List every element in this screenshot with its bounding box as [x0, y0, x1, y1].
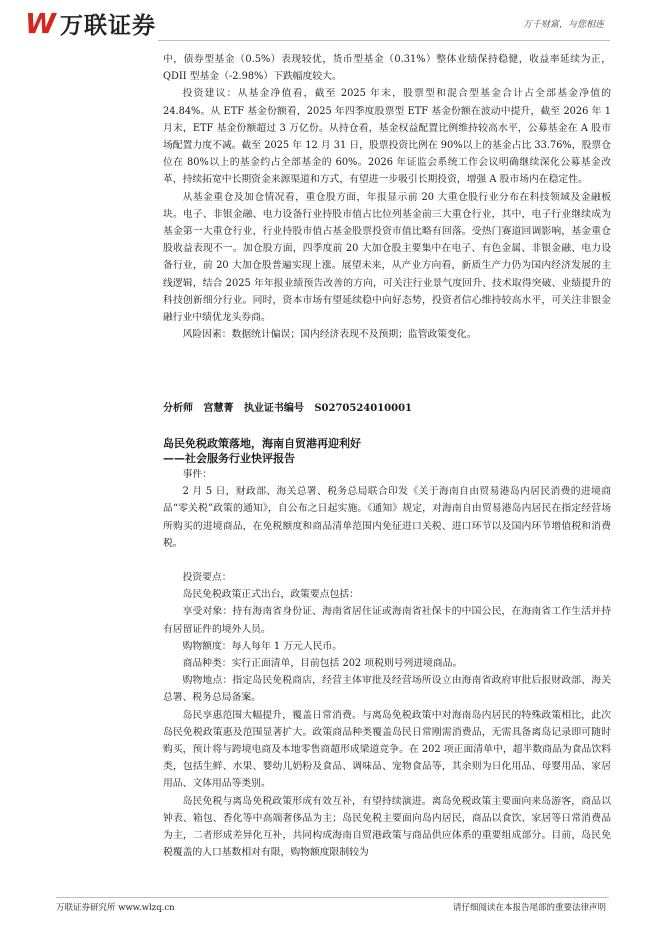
policy-quota: 购物额度：每人每年 1 万元人民币。: [182, 640, 343, 652]
svg-text:W: W: [25, 8, 56, 38]
footer-divider: [56, 897, 609, 898]
report-subtitle: ——社会服务行业快评报告: [163, 452, 295, 465]
top-text-section: [163, 51, 611, 343]
paragraph-scope: 岛民享惠范围大幅提升，覆盖日常消费。与离岛免税政策中对海南岛内居民的特殊政策相比，此次岛民免税政策惠及范围显著扩大。政策商品种类覆盖岛民日常刚需消费品，无需具备离岛记录即可随时购买，预计将与跨境电商及本地零售商超形成梁道竞争。在 202 项正面清单中，超半数商品为食品饮料类，包括生鲜、水果、婴幼儿奶粉及食品、调味品、宠物食品等，其余则为日化用品、母婴用品、家居用品、文体用品等类别。: [163, 709, 611, 790]
paragraph-fund-performance: 中，债券型基金（0.5%）表现较优，货币型基金（0.31%）整体业绩保持稳健，收益率延续为正，QDII 型基金（-2.98%）下跌幅度较大。: [163, 54, 611, 83]
report-title: 岛民免税政策落地，海南自贸港再迎利好: [163, 437, 361, 450]
header-divider: [158, 40, 610, 41]
event-label: 事件：: [182, 469, 212, 480]
policy-intro: 岛民免税政策正式出台，政策要点包括：: [182, 589, 359, 601]
footer-website: 万联证券研究所 www.wlzq.cn: [56, 903, 175, 913]
logo-text: 万联证券: [60, 12, 156, 39]
footer-disclaimer: 请仔细阅读在本报告尾部的重要法律声明: [452, 903, 606, 913]
wanlian-logo-icon: [24, 8, 58, 38]
company-logo: [24, 8, 156, 38]
header-slogan: 万千财富，与您相连: [522, 20, 604, 30]
policy-subject: 享受对象：持有海南省身份证、海南省居住证或海南省社保卡的中国公民，在海南省工作生活并持有居留证件的境外人员。: [163, 606, 611, 635]
policy-venue: 购物地点：指定岛民免税商店，经营主体审批及经营场所设立由海南省政府审批后报财政部、海关总署、税务总局备案。: [163, 675, 611, 704]
points-label: 投资要点：: [182, 572, 232, 584]
paragraph-complement: 岛民免税与离岛免税政策形成有效互补，有望持续演进。离岛免税政策主要面向来岛游客，商品以钟表、箱包、香化等中高端奢侈品为主；岛民免税主要面向岛内居民，商品以食饮、家居等日常消费品为主，二者形成差异化互补，共同构成海南自贸港政策与商品供应体系的重要组成部分。目前，岛民免税覆盖的人口基数相对有限，购物额度限制较为: [163, 795, 611, 859]
paragraph-risk-factors: 风险因素：数据统计偏误；国内经济表现不及预期；监管政策变化。: [182, 329, 477, 341]
report-body: [163, 466, 611, 861]
analyst-info: 分析师 宫慧菁 执业证书编号 S0270524010001: [163, 403, 413, 414]
report-title-block: [163, 436, 611, 466]
policy-goods: 商品种类：实行正面清单，目前包括 202 项税则号列进境商品。: [182, 658, 463, 670]
event-text: 2 月 5 日，财政部、海关总署、税务总局联合印发《关于海南自由贸易港岛内居民消费的进境商品“零关税”政策的通知》，自公布之日起实施。《通知》规定，对海南自由贸易港岛内居民在指定经营场所购买的进境商品，在免税额度和商品清单范围内免征进口关税、进口环节以及国内环节增值税和消费税。: [163, 486, 611, 549]
paragraph-investment-advice: 投资建议：从基金净值看，截至 2025 年末，股票型和混合型基金合计占全部基金净值的 24.84%。从 ETF 基金份额看，2025 年四季度股票型 ETF 基金份额在波动中提升，截至 2026 年 1 月末，ETF 基金份额超过 3 万亿份。从持仓看，基金权益配置比例维持较高水平，公募基金在 A 股市场配置力度不减。截至 2025 年 12 月 31 日，股票投资比例在 90%以上的基金占比 33.76%，股票仓位在 80%以上的基金约占全部基金的 60%。2026 年证监会系统工作会议明确继续深化公募基金改革，持续拓宽中长期资金来源渠道和方式，有望进一步吸引长期投资，增强 A 股市场内在稳定性。: [163, 88, 611, 186]
spacer: [163, 552, 611, 569]
page-header: [0, 0, 662, 46]
paragraph-holdings: 从基金重仓及加仓情况看，重仓股方面，年报显示前 20 大重仓股行业分布在科技领域及金融板块。电子、非银金融、电力设备行业持股市值占比位列基金前三大重仓行业，其中，电子行业继续成为基金第一大重仓行业，行业持股市值占基金股票投资市值比略有回落。受热门赛道回调影响，基金重仓股收益表现不一。加仓股方面，四季度前 20 大加仓股主要集中在电子、有色金属、非银金融、电力设备行业，前 20 大加仓股普遍实现上涨。展望未来，从产业方向看，新质生产力仍为国内经济发展的主线逻辑，结合 2025 年年报业绩预告改善的方向，可关注行业景气度回升、技术取得突破、业绩提升的科技创新细分行业。同时，资本市场有望延续稳中向好态势，投资者信心维持较高水平，可关注非银金融行业中绩优龙头券商。: [163, 191, 611, 324]
